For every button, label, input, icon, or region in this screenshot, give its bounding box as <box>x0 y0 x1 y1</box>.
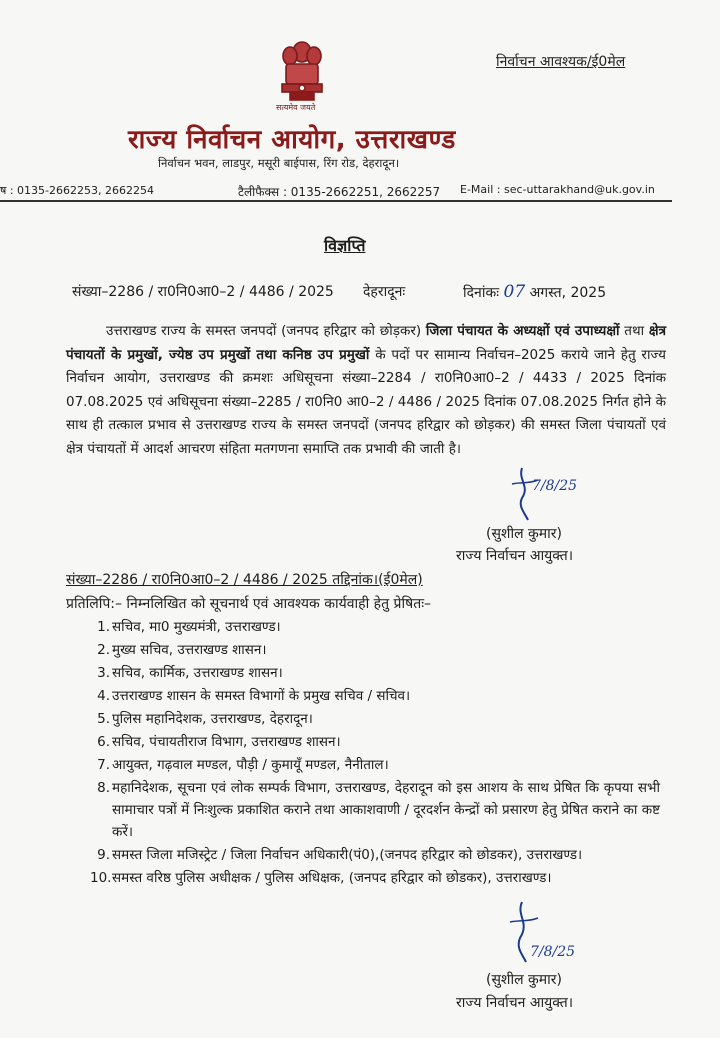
notice-date <box>463 282 606 302</box>
email-address: E-Mail : sec-uttarakhand@uk.gov.in <box>460 183 655 196</box>
reference-number: संख्या–2286 / रा0नि0आ0–2 / 4486 / 2025 <box>72 284 334 300</box>
body-text: के पदों पर सामान्य निर्वाचन–2025 कराये जाने हेतु राज्य निर्वाचन आयोग, उत्तराखण्ड की क्रमशः अधिसूचना संख्या–2284 / रा0नि0आ0–2 / 4433 / 2025 दिनांक 07.08.2025 एवं अधिसूचना संख्या–2285 / रा0नि0 आ0–2 / 4486 / 2025 दिनांक 07.08.2025 निर्गत होने के साथ ही तत्काल प्रभाव से उत्तराखण्ड राज्य के समस्त जनपदों (जनपद हरिद्वार को छोड़कर) की समस्त जिला पंचायतों एवं क्षेत्र पंचायतों में आदर्श आचरण संहिता मतगणना समाप्ति तक प्रभावी की जाती है। <box>66 346 667 457</box>
list-item: 8. महानिदेशक, सूचना एवं लोक सम्पर्क विभाग, उत्तराखण्ड, देहरादून को इस आशय के साथ प्रेषित कि कृपया सभी सामाचार पत्रों में निःशुल्क प्रकाशित कराने तथा आकाशवाणी / दूरदर्शन केन्द्रों को प्रसारण हेतु प्रेषित कराने का कष्ट करें। <box>97 780 660 840</box>
place: देहरादूनः <box>363 284 406 300</box>
distribution-list <box>66 616 660 890</box>
signatory-name: (सुशील कुमार) <box>486 972 562 988</box>
signatory-title: राज्य निर्वाचन आयुक्त। <box>456 995 574 1011</box>
state-emblem-icon <box>272 36 332 108</box>
date-label: दिनांकः <box>463 285 500 301</box>
date-month-year: अगस्त, 2025 <box>529 285 607 301</box>
body-text: तथा <box>624 323 645 339</box>
list-item: 3. सचिव, कार्मिक, उत्तराखण्ड शासन। <box>97 665 283 681</box>
organization-address: निर्वाचन भवन, लाडपुर, मसूरी बाईपास, रिंग रोड, देहरादून। <box>158 156 400 170</box>
emblem-motto: सत्यमेव जयते <box>276 103 316 112</box>
list-item: 2. मुख्य सचिव, उत्तराखण्ड शासन। <box>97 642 267 658</box>
date-day-handwritten: 07 <box>503 282 526 302</box>
list-item: 4. उत्तराखण्ड शासन के समस्त विभागों के प्रमुख सचिव / सचिव। <box>97 688 411 704</box>
fax-number: टैलीफैक्स : 0135-2662251, 2662257 <box>238 185 441 199</box>
phone-number: ष : 0135-2662253, 2662254 <box>0 184 154 197</box>
notice-title: विज्ञप्ति <box>324 236 366 255</box>
header-divider <box>0 200 672 202</box>
body-text: उत्तराखण्ड राज्य के समस्त जनपदों (जनपद हरिद्वार को छोड़कर) <box>106 323 422 339</box>
list-item: 1. सचिव, मा0 मुख्यमंत्री, उत्तराखण्ड। <box>97 619 281 635</box>
list-item: 10. समस्त वरिष्ठ पुलिस अधीक्षक / पुलिस अधिक्षक, (जनपद हरिद्वार को छोडकर), उत्तराखण्ड। <box>90 870 552 886</box>
organization-name: राज्य निर्वाचन आयोग, उत्तराखण्ड <box>128 125 456 155</box>
copy-intro: प्रतिलिपि:– निम्नलिखित को सूचनार्थ एवं आवश्यक कार्यवाही हेतु प्रेषितः– <box>66 596 432 612</box>
notice-body <box>66 320 666 461</box>
signatory-name: (सुशील कुमार) <box>486 526 562 542</box>
copy-reference: संख्या–2286 / रा0नि0आ0–2 / 4486 / 2025 तद्दिनांक।(ई0मेल) <box>66 572 423 588</box>
signature-stroke-icon <box>508 466 548 522</box>
list-item: 9. समस्त जिला मजिस्ट्रेट / जिला निर्वाचन अधिकारी(पं0),(जनपद हरिद्वार को छोडकर), उत्तराखण्ड। <box>97 847 583 863</box>
body-emphasis: जिला पंचायत के अध्यक्षों एवं उपाध्यक्षों <box>425 323 620 339</box>
list-item: 5. पुलिस महानिदेशक, उत्तराखण्ड, देहरादून। <box>97 711 313 727</box>
signature-date-handwritten: 7/8/25 <box>532 478 578 494</box>
list-item: 7. आयुक्त, गढ़वाल मण्डल, पौड़ी / कुमायूँ मण्डल, नैनीताल। <box>97 757 389 773</box>
signature-date-handwritten: 7/8/25 <box>530 944 576 960</box>
body-emphasis: क्षेत्र पंचायतों के प्रमुखों, ज्येष्ठ उप प्रमुखों तथा कनिष्ठ उप प्रमुखों <box>66 323 667 363</box>
list-item: 6. सचिव, पंचायतीराज विभाग, उत्तराखण्ड शासन। <box>97 734 341 750</box>
priority-tag: निर्वाचन आवश्यक/ई0मेल <box>496 54 626 70</box>
signatory-title: राज्य निर्वाचन आयुक्त। <box>456 548 574 564</box>
